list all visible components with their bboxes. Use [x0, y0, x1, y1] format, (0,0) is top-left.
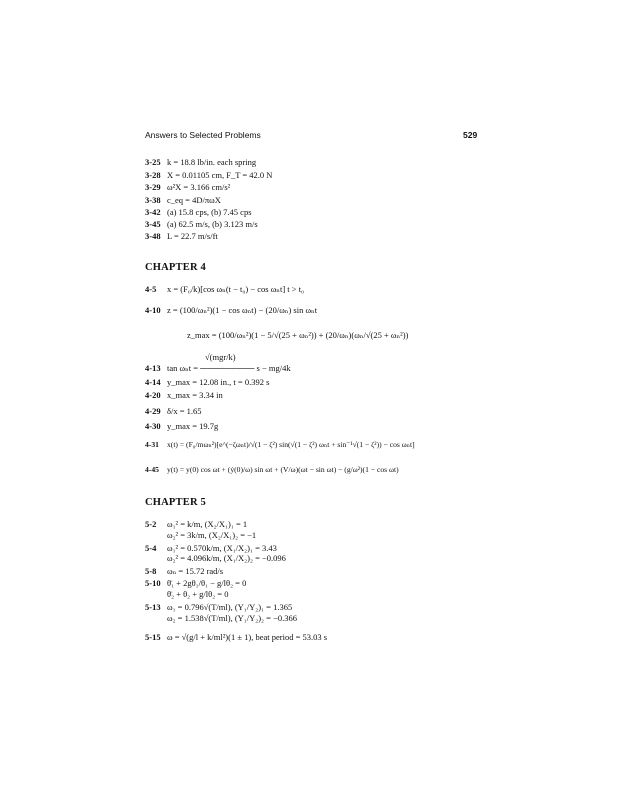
chapter-heading: CHAPTER 5: [145, 497, 207, 508]
answer-line: [145, 440, 415, 449]
problem-number: 5-8: [145, 566, 157, 576]
problem-number: 3-42: [145, 207, 161, 217]
answer-text: y(t) = y(0) cos ωt + (ẏ(0)/ω) sin ωt + (V/ω)(ωt − sin ωt) − (g/ω²)(1 − cos ωt): [167, 465, 399, 474]
answer-line: [145, 305, 317, 316]
problem-number: 3-45: [145, 219, 161, 229]
answer-line: [145, 566, 223, 577]
answer-text: ω₁² = k/m, (X₂/X₁)₁ = 1: [167, 519, 248, 529]
answer-text: c_eq = 4D/πωX: [167, 195, 221, 205]
page-number: 529: [463, 130, 478, 140]
answer-line: [145, 519, 247, 529]
answer-text: δ/x = 1.65: [167, 406, 202, 416]
answer-text: x_max = 3.34 in: [167, 390, 223, 400]
problem-number: 4-10: [145, 305, 161, 315]
answer-text: (a) 62.5 m/s, (b) 3.123 m/s: [167, 219, 258, 229]
chapter-heading: CHAPTER 4: [145, 262, 207, 273]
answer-line: [145, 195, 221, 205]
problem-number: 3-25: [145, 157, 161, 167]
answer-text: θ̈₂ + θ₂ + g/lθ₂ = 0: [167, 589, 229, 599]
answer-text: x = (F₀/k)[cos ωₙ(t − t₀) − cos ωₙt] t > t₀: [167, 284, 305, 294]
problem-number: 5-10: [145, 578, 161, 588]
answer-line: [145, 530, 256, 540]
answer-text: ω₁² = 0.570k/m, (X₁/X₂)₁ = 3.43: [167, 543, 277, 553]
answer-text: tan ωₙt = ───────── s − mg/4k: [167, 363, 291, 373]
answer-line: [145, 219, 258, 229]
problem-number: 4-30: [145, 421, 161, 431]
answer-line: [145, 377, 269, 387]
answer-text: ω₁ = 0.796√(T/ml), (Y₁/Y₂)₁ = 1.365: [167, 602, 293, 612]
answer-text: ω₂² = 4.096k/m, (X₁/X₂)₂ = −0.096: [167, 553, 286, 563]
answer-line: [145, 231, 218, 241]
answer-line: [145, 602, 292, 612]
answer-line: [145, 589, 228, 599]
answer-text: z_max = (100/ωₙ²)(1 − 5/√(25 + ωₙ²)) + (20/ωₙ)(ωₙ/√(25 + ωₙ²)): [187, 330, 409, 340]
answer-text: k = 18.8 lb/in. each spring: [167, 157, 257, 167]
answer-line: [205, 352, 236, 362]
answer-line: [145, 632, 327, 642]
answer-line: [145, 363, 291, 374]
running-header: Answers to Selected Problems: [145, 130, 261, 140]
problem-number: 3-29: [145, 182, 161, 192]
answer-line: [145, 421, 218, 431]
answer-text: ω₂² = 3k/m, (X₂/X₁)₂ = −1: [167, 530, 257, 540]
answer-text: √(mgr/k): [205, 352, 236, 362]
problem-number: 4-31: [145, 440, 159, 449]
problem-number: 4-29: [145, 406, 161, 416]
problem-number: 5-15: [145, 632, 161, 642]
answer-text: y_max = 19.7g: [167, 421, 219, 431]
answer-line: [145, 543, 277, 553]
problem-number: 5-2: [145, 519, 157, 529]
answer-text: (a) 15.8 cps, (b) 7.45 cps: [167, 207, 252, 217]
answer-text: ω²X = 3.166 cm/s²: [167, 182, 231, 192]
problem-number: 5-4: [145, 543, 157, 553]
answer-text: z = (100/ωₙ²)(1 − cos ωₙt) − (20/ωₙ) sin ωₙt: [167, 305, 318, 315]
answer-text: ω₂ = 1.538√(T/ml), (Y₁/Y₂)₂ = −0.366: [167, 613, 297, 623]
problem-number: 4-20: [145, 390, 161, 400]
problem-number: 3-38: [145, 195, 161, 205]
answer-line: [145, 284, 304, 295]
answer-line: [145, 465, 399, 474]
answer-line: [145, 170, 272, 180]
answer-line: [145, 390, 223, 400]
answer-line: [145, 182, 230, 192]
answer-text: ω = √(g/l + k/ml²)(1 ± 1), beat period = 53.03 s: [167, 632, 328, 642]
answer-line: [145, 406, 202, 416]
answer-line: [145, 578, 246, 588]
answer-text: L = 22.7 m/s/ft: [167, 231, 218, 241]
answer-text: y_max = 12.08 in., t = 0.392 s: [167, 377, 270, 387]
answer-line: [145, 207, 252, 217]
answer-line: [145, 613, 297, 623]
answer-line: [145, 157, 256, 167]
answer-line: [145, 553, 286, 563]
answer-text: θ̈₁ + 2gθ₁/θ₁ − g/lθ₂ = 0: [167, 578, 247, 588]
problem-number: 3-28: [145, 170, 161, 180]
problem-number: 4-14: [145, 377, 161, 387]
problem-number: 4-5: [145, 284, 157, 294]
answer-text: x(t) = (F₀/mωₙ²)[e^(−ζωₙt)/√(1 − ζ²) sin(√(1 − ζ²) ωₙt + sin⁻¹√(1 − ζ²)) − cos ωₙt]: [167, 440, 415, 449]
answer-text: X = 0.01105 cm, F_T = 42.0 N: [167, 170, 273, 180]
problem-number: 4-45: [145, 465, 159, 474]
answer-text: ωₙ = 15.72 rad/s: [167, 566, 224, 576]
problem-number: 3-48: [145, 231, 161, 241]
answer-line: [165, 330, 408, 341]
problem-number: 4-13: [145, 363, 161, 373]
problem-number: 5-13: [145, 602, 161, 612]
